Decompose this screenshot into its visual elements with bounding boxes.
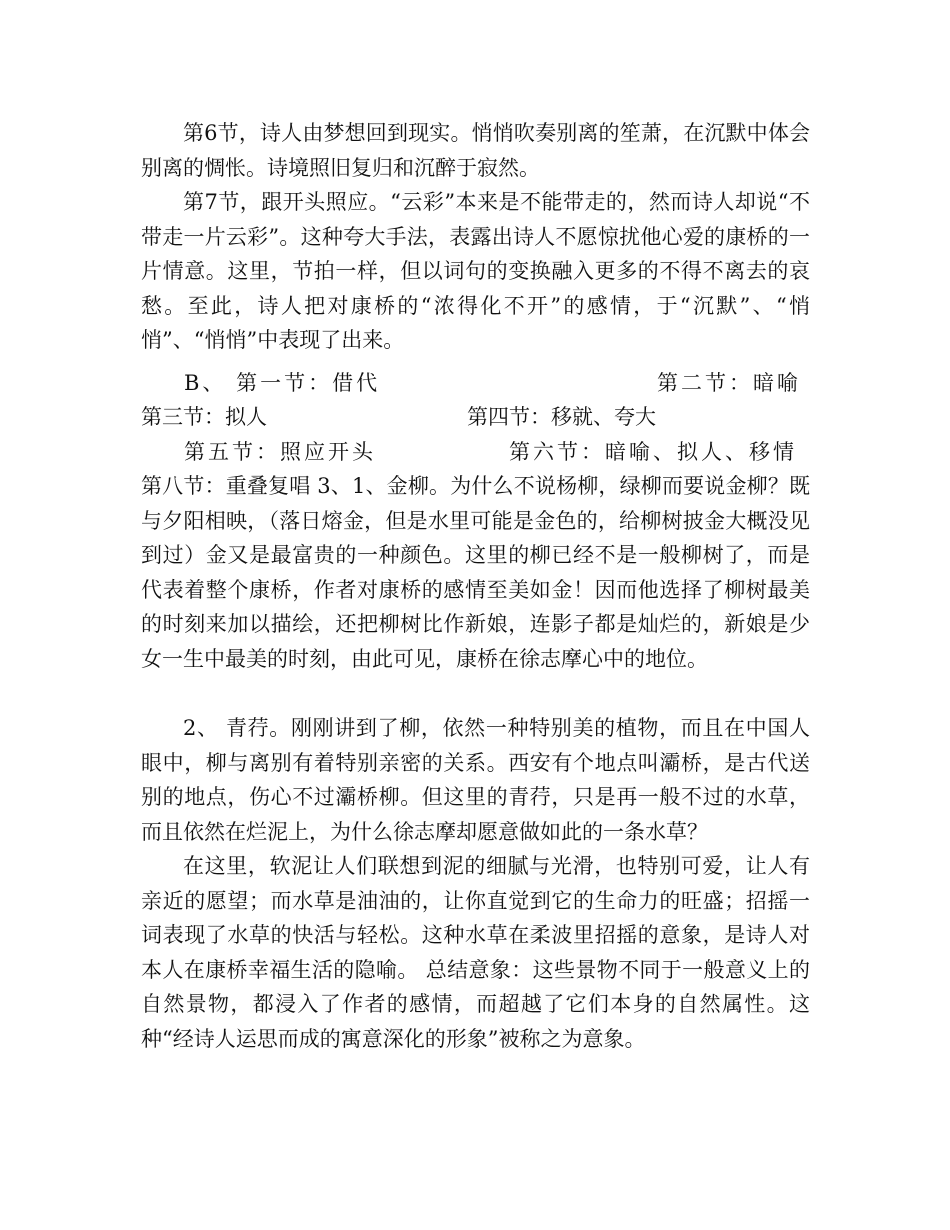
paragraph-green-water-plant: 2、 青荇。刚刚讲到了柳，依然一种特别美的植物，而且在中国人眼中，柳与离别有着特别亲密的关系。西安有个地点叫灞桥，是古代送别的地点，伤心不过灞桥柳。但这里的青荇，只是再一般不过的水草，而且依然在烂泥上，为什么徐志摩却愿意做如此的一条水草？ (141, 716, 810, 844)
rhetoric-section-4: 第四节：移就、夸大 (467, 405, 656, 429)
paragraph-golden-willow: 第八节：重叠复唱 3、1、金柳。为什么不说杨柳，绿柳而要说金柳？既与夕阳相映，（落日熔金，但是水里可能是金色的，给柳树披金大概没见到过）金又是最富贵的一种颜色。这里的柳已经不是一般柳树了，而是代表着整个康桥，作者对康桥的感情至美如金！因而他选择了柳树最美的时刻来加以描绘，还把柳树比作新娘，连影子都是灿烂的，新娘是少女一生中最美的时刻，由此可见，康桥在徐志摩心中的地位。 (141, 474, 810, 671)
rhetoric-section-1: B、 第一节：借代 (184, 371, 381, 395)
paragraph-section-7: 第7节，跟开头照应。“云彩”本来是不能带走的，然而诗人却说“不带走一片云彩”。这种夸大手法，表露出诗人不愿惊扰他心爱的康桥的一片情意。这里，节拍一样，但以词句的变换融入更多的不得不离去的哀愁。至此，诗人把对康桥的“浓得化不开”的感情，于“沉默”、“悄悄”、“悄悄”中表现了出来。 (141, 190, 810, 352)
rhetoric-section-2: 第二节：暗喻 (657, 371, 801, 395)
rhetoric-section-6: 第六节：暗喻、拟人、移情 (509, 440, 797, 464)
paragraph-imagery-summary: 在这里，软泥让人们联想到泥的细腻与光滑，也特别可爱，让人有亲近的愿望；而水草是油油的，让你直觉到它的生命力的旺盛；招摇一词表现了水草的快活与轻松。这种水草在柔波里招摇的意象，是诗人对本人在康桥幸福生活的隐喻。 总结意象：这些景物不同于一般意义上的自然景物，都浸入了作者的感情，而超越了它们本身的自然属性。这种“经诗人运思而成的寓意深化的形象”被称之为意象。 (141, 854, 810, 1051)
rhetoric-section-3: 第三节：拟人 (141, 405, 267, 429)
rhetoric-section-5: 第五节：照应开头 (184, 440, 376, 464)
paragraph-section-6: 第6节，诗人由梦想回到现实。悄悄吹奏别离的笙萧，在沉默中体会别离的惆怅。诗境照旧复归和沉醉于寂然。 (141, 121, 810, 180)
